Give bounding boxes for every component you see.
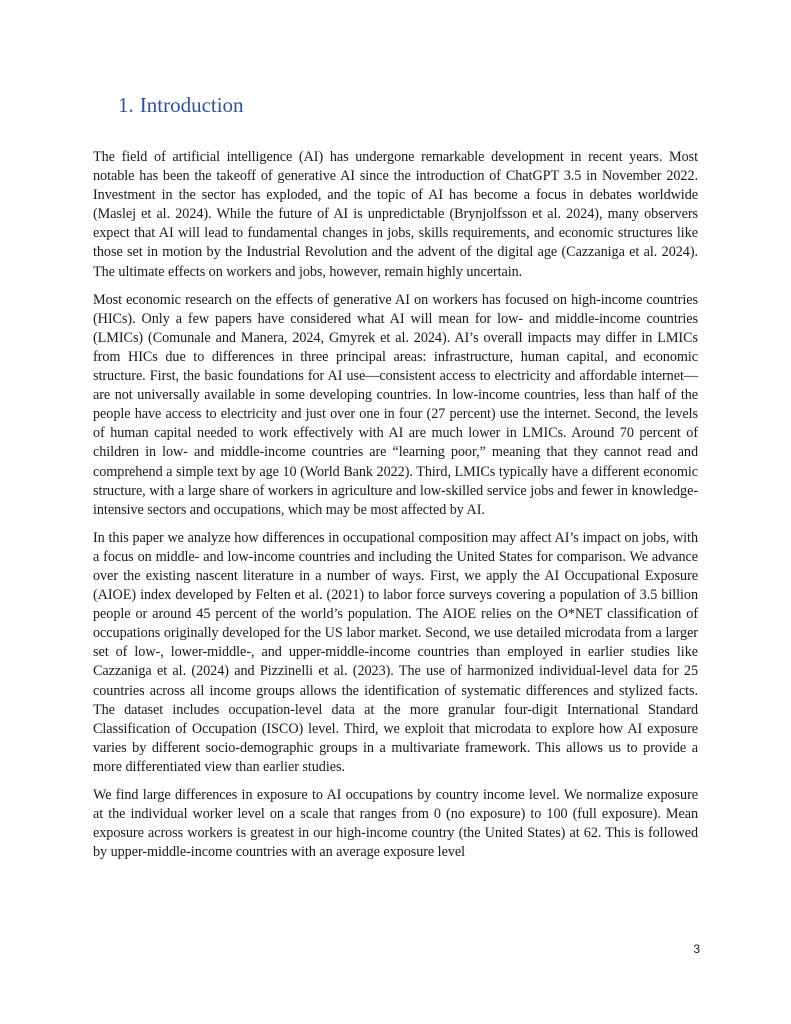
paragraph-3: In this paper we analyze how differences in occupational composition may affect AI’s impact on jobs, with a focus on middle- and low-income countries and including the United States for comparison. We advance over the existing nascent literature in a number of ways. First, we apply the AI Occupational Exposure (AIOE) index developed by Felten et al. (2021) to labor force surveys covering a population of 3.5 billion people or around 45 percent of the world’s population. The AIOE relies on the O*NET classification of occupations originally developed for the US labor market. Second, we use detailed microdata from a larger set of low-, lower-middle-, and upper-middle-income countries than employed in earlier studies like Cazzaniga et al. (2024) and Pizzinelli et al. (2023). The use of harmonized individual-level data for 25 countries across all income groups allows the identification of systematic differences and stylized facts. The dataset includes occupation-level data at the more granular four-digit International Standard Classification of Occupation (ISCO) level. Third, we exploit that microdata to explore how AI exposure varies by different socio-demographic groups in a multivariate framework. This allows us to provide a more differentiated view than earlier studies.: [93, 529, 698, 775]
section-number: 1.: [118, 93, 134, 117]
paragraph-1: The field of artificial intelligence (AI) has undergone remarkable development in recent years. Most notable has been the takeoff of generative AI since the introduction of ChatGPT 3.5 in November 2022. Investment in the sector has exploded, and the topic of AI has become a focus in debates worldwide (Maslej et al. 2024). While the future of AI is unpredictable (Brynjolfsson et al. 2024), many observers expect that AI will lead to fundamental changes in jobs, skills requirements, and economic structures like those set in motion by the Industrial Revolution and the advent of the digital age (Cazzaniga et al. 2024). The ultimate effects on workers and jobs, however, remain highly uncertain.: [93, 149, 698, 280]
paragraph-4: We find large differences in exposure to AI occupations by country income level. We normalize exposure at the individual worker level on a scale that ranges from 0 (no exposure) to 100 (full exposure). Mean exposure across workers is greatest in our high-income country (the United States) at 62. This is followed by upper-middle-income countries with an average exposure level: [93, 787, 698, 861]
section-title: Introduction: [139, 93, 244, 117]
body-text: [93, 148, 698, 871]
section-heading: [118, 92, 244, 118]
page-number: 3: [693, 942, 700, 956]
paragraph-2: Most economic research on the effects of generative AI on workers has focused on high-income countries (HICs). Only a few papers have considered what AI will mean for low- and middle-income countries (LMICs) (Comunale and Manera, 2024, Gmyrek et al. 2024). AI’s overall impacts may differ in LMICs from HICs due to differences in three principal areas: infrastructure, human capital, and economic structure. First, the basic foundations for AI use—consistent access to electricity and affordable internet—are not universally available in some developing countries. In low-income countries, less than half of the people have access to electricity and just over one in four (27 percent) use the internet. Second, the levels of human capital needed to work effectively with AI are much lower in LMICs. Around 70 percent of children in low- and middle-income countries are “learning poor,” meaning that they cannot read and comprehend a simple text by age 10 (World Bank 2022). Third, LMICs typically have a different economic structure, with a large share of workers in agriculture and low-skilled service jobs and fewer in knowledge-intensive sectors and occupations, which may be most affected by AI.: [93, 291, 698, 518]
